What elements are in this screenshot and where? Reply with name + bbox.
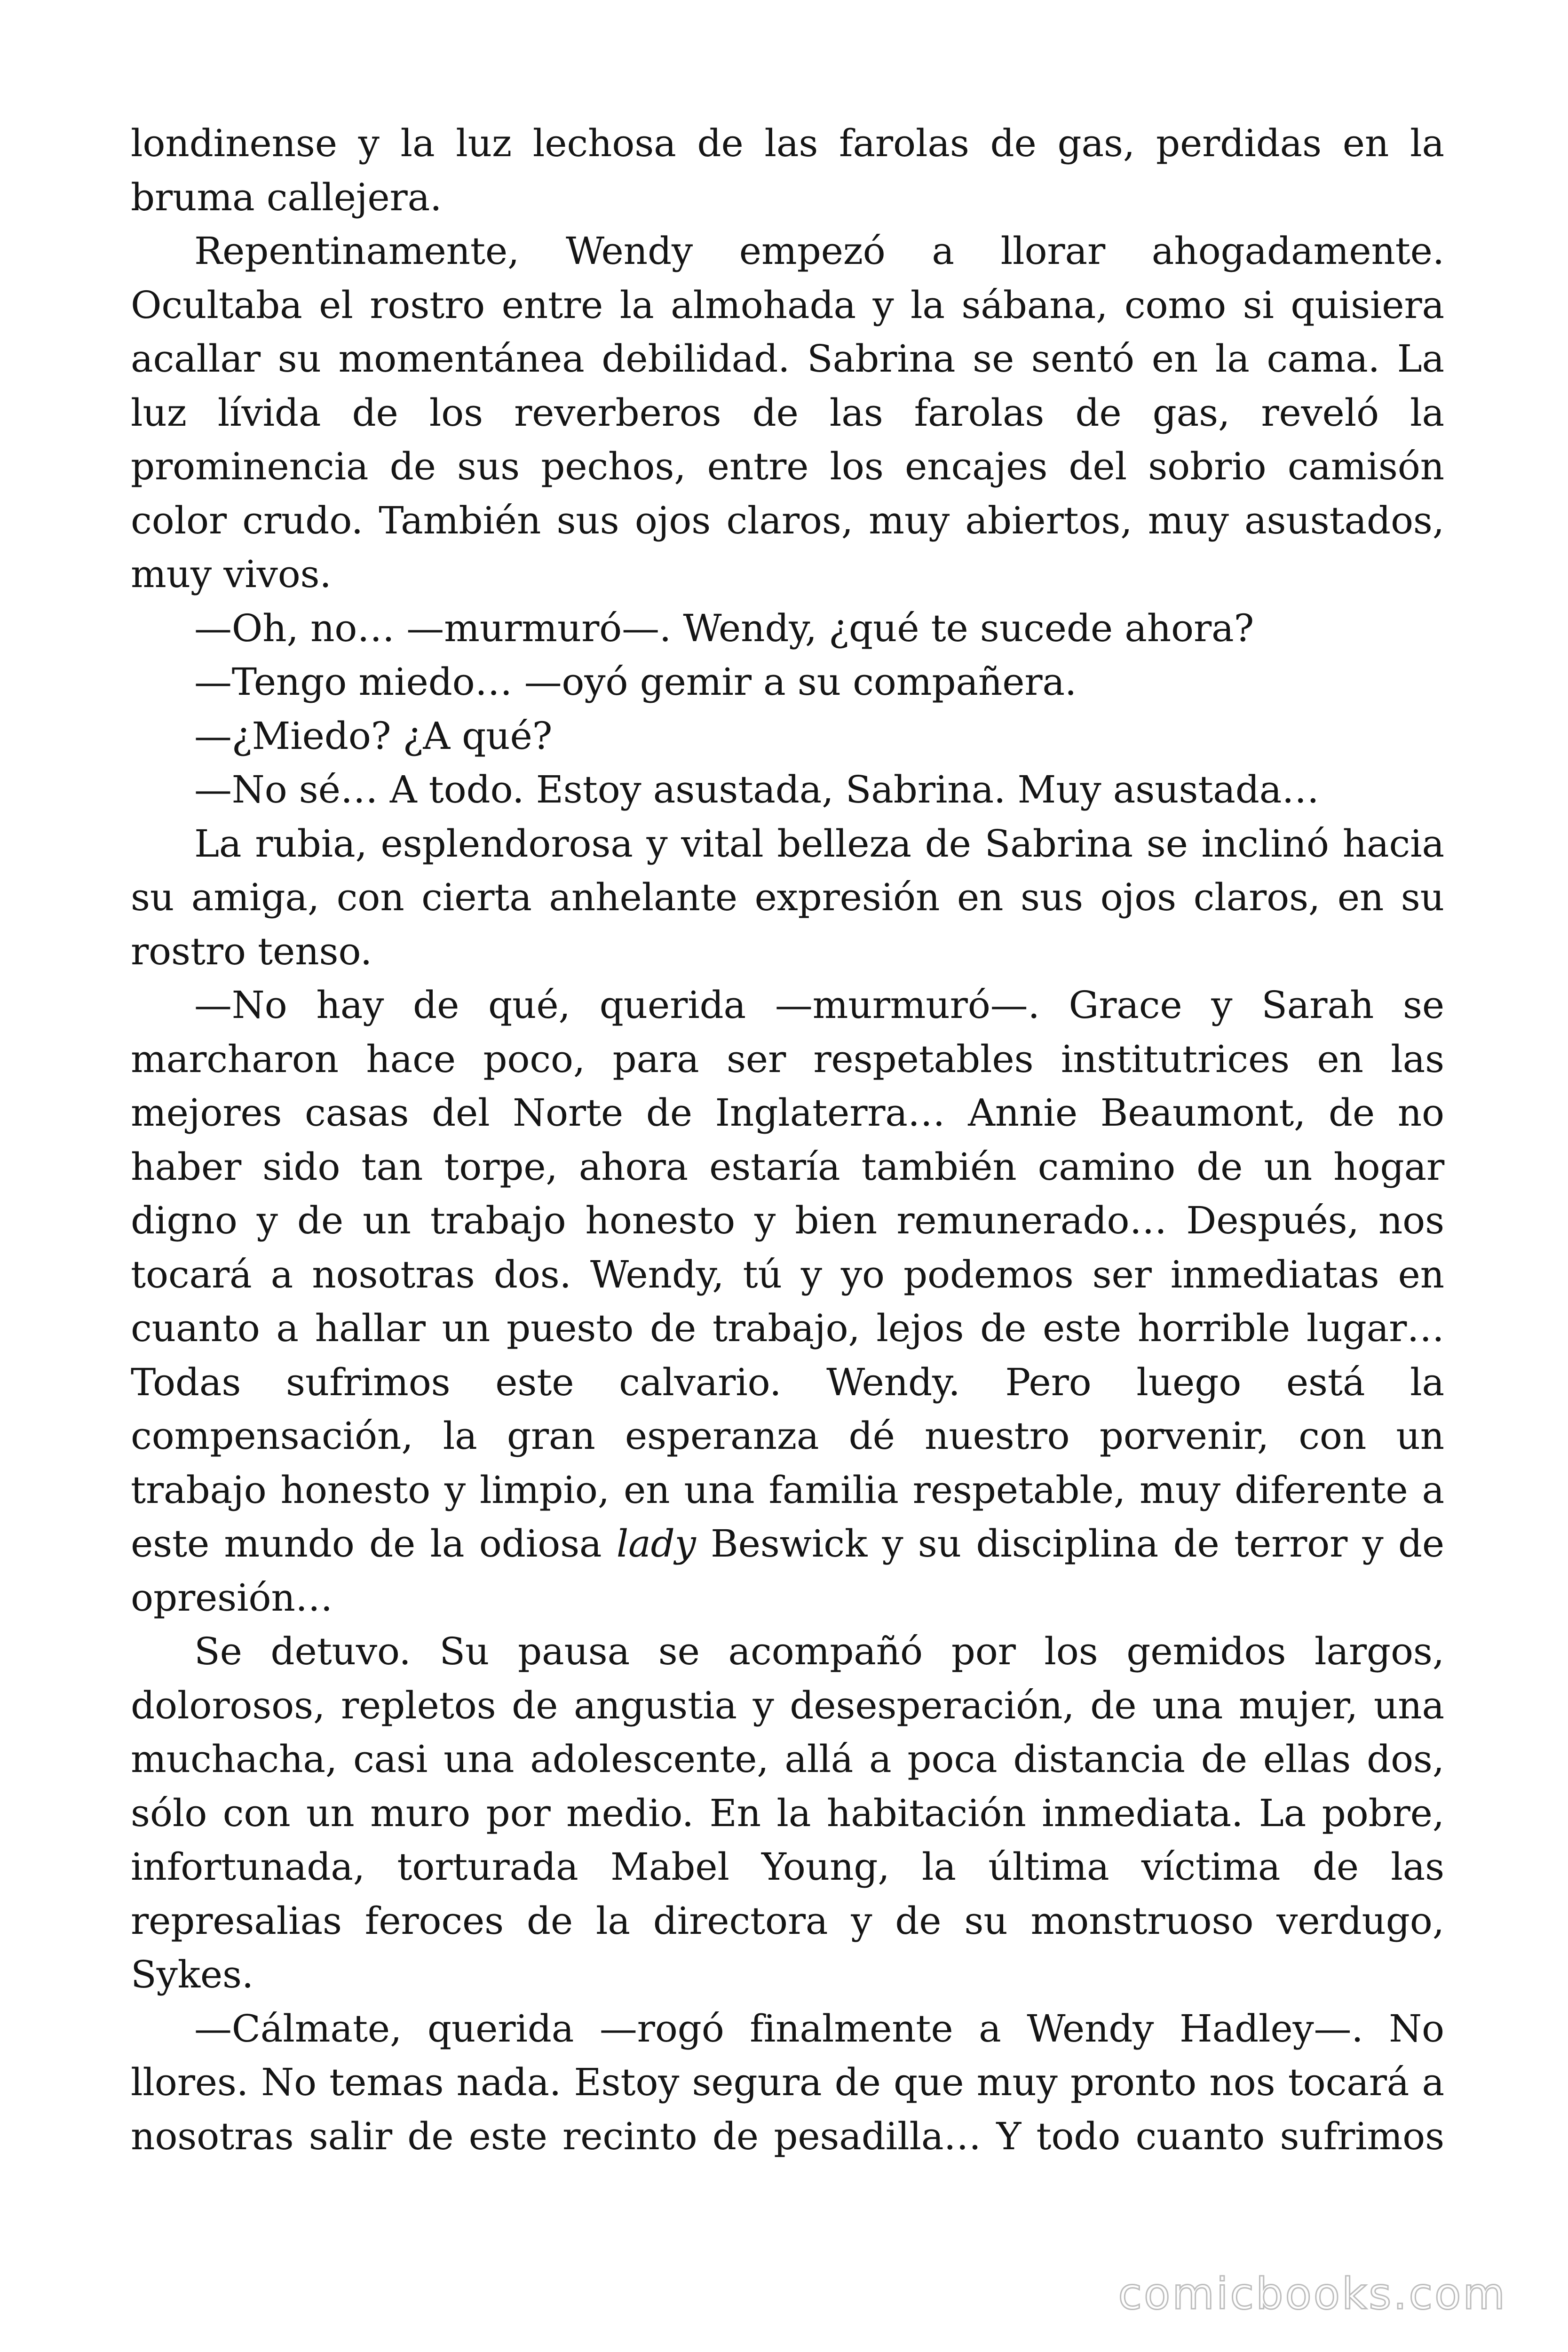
book-page — [131, 117, 1444, 2205]
paragraph-2: Repentinamente, Wendy empezó a llorar ahogadamente. Ocultaba el rostro entre la almohada y la sábana, como si quisiera acallar su momentánea debilidad. Sabrina se sentó en la cama. La luz lívida de los reverberos de las farolas de gas, reveló la prominencia de sus pechos, entre los encajes del sobrio camisón color crudo. También sus ojos claros, muy abiertos, muy asustados, muy vivos. — [131, 229, 1444, 596]
paragraph-6: —No sé… A todo. Estoy asustada, Sabrina. Muy asustada… — [194, 768, 1320, 811]
paragraph-5: —¿Miedo? ¿A qué? — [194, 714, 553, 758]
paragraph-8-text-before: —No hay de qué, querida —murmuró—. Grace y Sarah se marcharon hace poco, para ser respetables institutrices en las mejores casas del Norte de Inglaterra… Annie Beaumont, de no haber sido tan torpe, ahora estaría también camino de un hogar digno y de un trabajo honesto y bien remunerado… Después, nos tocará a nosotras dos. Wendy, tú y yo podemos ser inmediatas en cuanto a hallar un puesto de trabajo, lejos de este horrible lugar… Todas sufrimos este calvario. Wendy. Pero luego está la compensación, la gran esperanza dé nuestro porvenir, con un trabajo honesto y limpio, en una familia respetable, muy diferente a este mundo de la odiosa — [131, 983, 1444, 1565]
paragraph-4: —Tengo miedo… —oyó gemir a su compañera. — [194, 660, 1077, 704]
paragraph-1: londinense y la luz lechosa de las farolas de gas, perdidas en la bruma callejera. — [131, 121, 1444, 219]
paragraph-3: —Oh, no… —murmuró—. Wendy, ¿qué te sucede ahora? — [194, 606, 1254, 650]
paragraph-7: La rubia, esplendorosa y vital belleza de Sabrina se inclinó hacia su amiga, con cierta anhelante expresión en sus ojos claros, en su rostro tenso. — [131, 821, 1444, 973]
paragraph-8-italic-word: lady — [616, 1522, 696, 1565]
paragraph-8-text-after: Beswick y su disciplina de terror y de opresión… — [131, 1522, 1445, 1620]
watermark-logo: comicbooks.com — [1118, 2269, 1507, 2319]
paragraph-9: Se detuvo. Su pausa se acompañó por los gemidos largos, dolorosos, repletos de angustia y desesperación, de una mujer, una muchacha, casi una adolescente, allá a poca distancia de ellas dos, sólo con un muro por medio. En la habitación inmediata. La pobre, infortunada, torturada Mabel Young, la última víctima de las represalias feroces de la directora y de su monstruoso verdugo, Sykes. — [131, 1629, 1444, 1996]
paragraph-10: —Cálmate, querida —rogó finalmente a Wendy Hadley—. No llores. No temas nada. Estoy segura de que muy pronto nos tocará a nosotras salir de este recinto de pesadilla… Y todo cuanto sufrimos — [131, 2006, 1444, 2158]
paragraph-8 — [131, 978, 1444, 1625]
